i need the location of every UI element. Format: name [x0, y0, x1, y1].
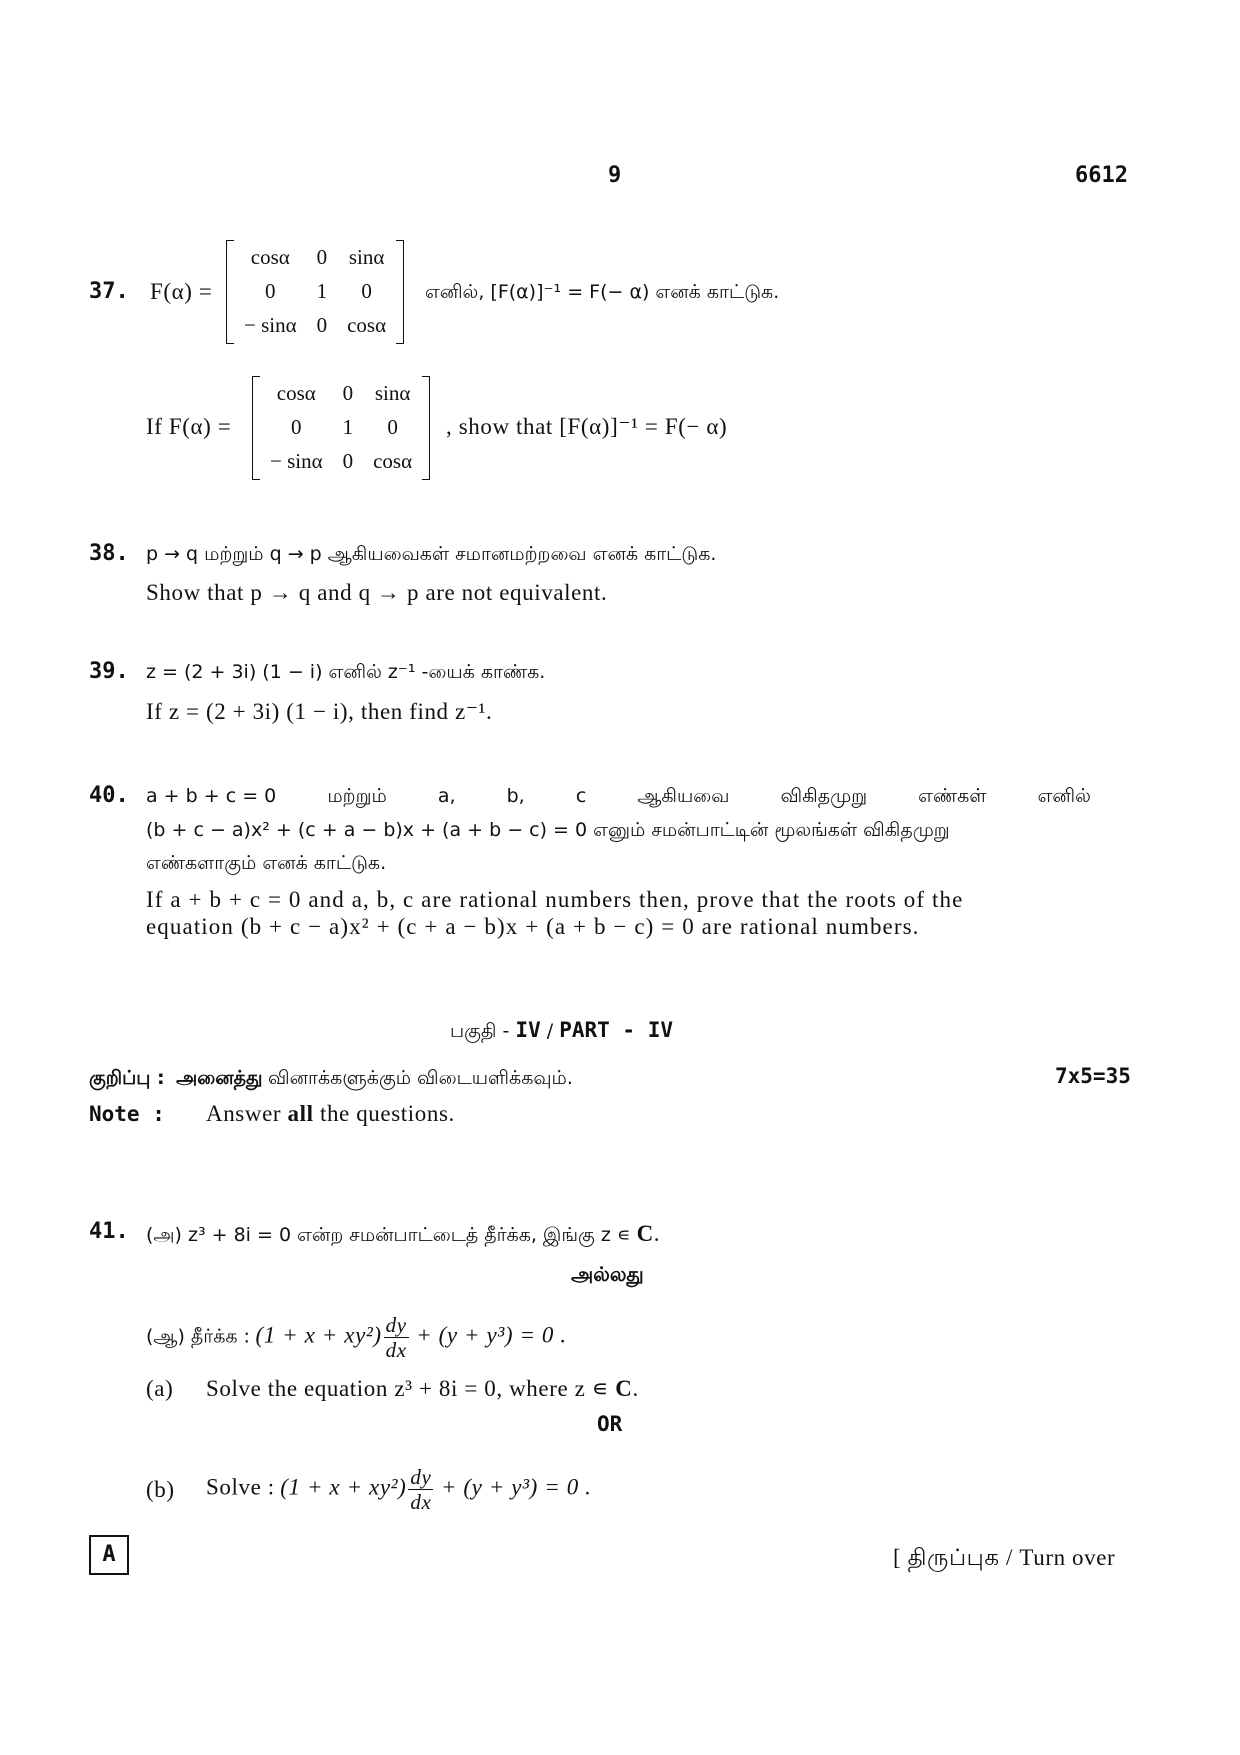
- word: b,: [506, 785, 525, 807]
- note-word: the questions.: [319, 1101, 455, 1126]
- matrix-cell: 0: [342, 380, 354, 405]
- option-text: Solve the equation z³ + 8i = 0, where z ∊: [206, 1376, 609, 1401]
- question-number: 37.: [89, 279, 129, 304]
- option-a-label-english: (a): [146, 1376, 174, 1401]
- matrix-cell: 0: [316, 312, 328, 337]
- matrix-cell: cosα: [250, 244, 290, 269]
- equation-lhs: (1 + x + xy²): [255, 1322, 382, 1348]
- word: ஆகியவை: [637, 785, 730, 807]
- option-b-english: [206, 1465, 592, 1514]
- option-b-label-english: (b): [146, 1477, 175, 1502]
- left-bracket: [252, 376, 260, 480]
- left-bracket: [226, 240, 234, 344]
- option-a-tamil: (அ) z³ + 8i = 0 என்ற சமன்பாட்டைத் தீர்க்க, இங்கு z ∊ C.: [146, 1221, 661, 1246]
- right-bracket: [396, 240, 404, 344]
- question-text-english: , show that [F(α)]⁻¹ = F(− α): [446, 414, 728, 439]
- word: a + b + c = 0: [146, 785, 277, 807]
- note-text-english: [206, 1101, 455, 1127]
- matrix-cell: 0: [361, 278, 372, 303]
- word: எனில்: [1037, 785, 1091, 807]
- fraction-numerator: dy: [385, 1313, 407, 1337]
- question-number: 39.: [89, 659, 129, 684]
- matrix-cell: 0: [265, 278, 276, 303]
- or-tamil: அல்லது: [571, 1262, 644, 1286]
- matrix-cell: cosα: [347, 312, 387, 337]
- question-line-english: equation (b + c − a)x² + (c + a − b)x + (a + b − c) = 0 are rational numbers.: [146, 914, 920, 939]
- note-emphasis: all: [287, 1101, 314, 1126]
- question-line-tamil: [146, 785, 1091, 810]
- matrix-cell: 0: [316, 244, 328, 269]
- note-word: Answer: [206, 1101, 282, 1126]
- matrix-cell: sinα: [374, 380, 411, 405]
- option-text: z³ + 8i = 0 என்ற சமன்பாட்டைத் தீர்க்க, இங்கு z ∊: [188, 1224, 631, 1246]
- question-line-english: If a + b + c = 0 and a, b, c are rational numbers then, prove that the roots of the: [146, 887, 964, 912]
- note-label-english: Note :: [89, 1102, 165, 1126]
- matrix-cell: − sinα: [244, 312, 297, 337]
- question-number: 38.: [89, 541, 129, 566]
- paper-series-box: A: [89, 1535, 129, 1575]
- complex-set-symbol: C: [615, 1376, 633, 1401]
- part-heading-english: PART - IV: [559, 1018, 673, 1042]
- option-text: Solve :: [206, 1474, 275, 1500]
- note-emphasis-tamil: அனைத்து: [176, 1067, 263, 1089]
- option-a-english: Solve the equation z³ + 8i = 0, where z ∊ C.: [206, 1376, 639, 1401]
- note-tamil: [89, 1064, 573, 1092]
- part-roman: IV: [515, 1018, 541, 1042]
- word: விகிதமுறு: [780, 785, 868, 807]
- function-lhs-english: If F(α) =: [146, 414, 232, 439]
- question-number: 40.: [89, 783, 129, 808]
- matrix-cell: 1: [342, 414, 354, 439]
- paper-code: 6612: [1075, 163, 1128, 188]
- marks-scheme: 7x5=35: [1055, 1064, 1131, 1088]
- function-lhs: F(α) =: [150, 279, 213, 304]
- question-line-tamil: (b + c − a)x² + (c + a − b)x + (a + b − c) = 0 எனும் சமன்பாட்டின் மூலங்கள் விகிதமுறு: [146, 819, 950, 841]
- question-text-tamil: z = (2 + 3i) (1 − i) எனில் z⁻¹ -யைக் காண்க.: [146, 661, 546, 683]
- part-heading: [450, 1017, 673, 1045]
- derivative-fraction: [384, 1313, 409, 1362]
- right-bracket: [422, 376, 430, 480]
- matrix-cell: 0: [342, 448, 354, 473]
- note-text-tamil: வினாக்களுக்கும் விடையளிக்கவும்.: [268, 1067, 573, 1089]
- matrix-cell: 0: [291, 414, 302, 439]
- fraction-denominator: dx: [385, 1338, 407, 1362]
- word: a,: [437, 785, 456, 807]
- equation-rhs: + (y + y³) = 0 .: [416, 1322, 567, 1348]
- fraction-denominator: dx: [410, 1490, 432, 1514]
- part-separator: /: [540, 1020, 560, 1042]
- matrix-tamil: [226, 240, 404, 342]
- turn-over-note: [893, 1545, 1115, 1574]
- word: எண்கள்: [918, 785, 987, 807]
- question-line-tamil: எண்களாகும் எனக் காட்டுக.: [146, 852, 387, 874]
- note-label-tamil: குறிப்பு :: [89, 1067, 165, 1089]
- complex-set-symbol: C: [636, 1221, 654, 1246]
- matrix-cell: − sinα: [270, 448, 323, 473]
- question-text-english: If z = (2 + 3i) (1 − i), then find z⁻¹.: [146, 699, 493, 724]
- matrix-cell: sinα: [348, 244, 385, 269]
- part-heading-tamil: பகுதி -: [450, 1020, 516, 1042]
- derivative-fraction: [408, 1465, 433, 1514]
- matrix-cell: cosα: [276, 380, 316, 405]
- question-text-tamil: எனில், [F(α)]⁻¹ = F(− α) எனக் காட்டுக.: [425, 281, 780, 303]
- page-number: 9: [608, 163, 622, 188]
- equation-rhs: + (y + y³) = 0 .: [440, 1474, 592, 1500]
- word: c: [575, 785, 587, 807]
- question-number: 41.: [89, 1219, 129, 1244]
- option-label: (அ): [146, 1224, 182, 1246]
- equation-lhs: (1 + x + xy²): [280, 1474, 407, 1500]
- matrix-english: [252, 376, 430, 478]
- matrix-cell: 0: [387, 414, 398, 439]
- matrix-cell: cosα: [373, 448, 413, 473]
- fraction-numerator: dy: [410, 1465, 432, 1489]
- option-b-tamil: [146, 1313, 567, 1362]
- matrix-cell: 1: [316, 278, 328, 303]
- or-english: OR: [597, 1412, 623, 1436]
- word: மற்றும்: [327, 785, 387, 807]
- question-text-english: Show that p → q and q → p are not equivalent.: [146, 580, 608, 605]
- turn-over-text: [ திருப்புக / Turn over: [893, 1545, 1116, 1570]
- option-label: (ஆ) தீர்க்க :: [146, 1325, 250, 1348]
- question-text-tamil: p → q மற்றும் q → p ஆகியவைகள் சமானமற்றவை எனக் காட்டுக.: [146, 543, 717, 565]
